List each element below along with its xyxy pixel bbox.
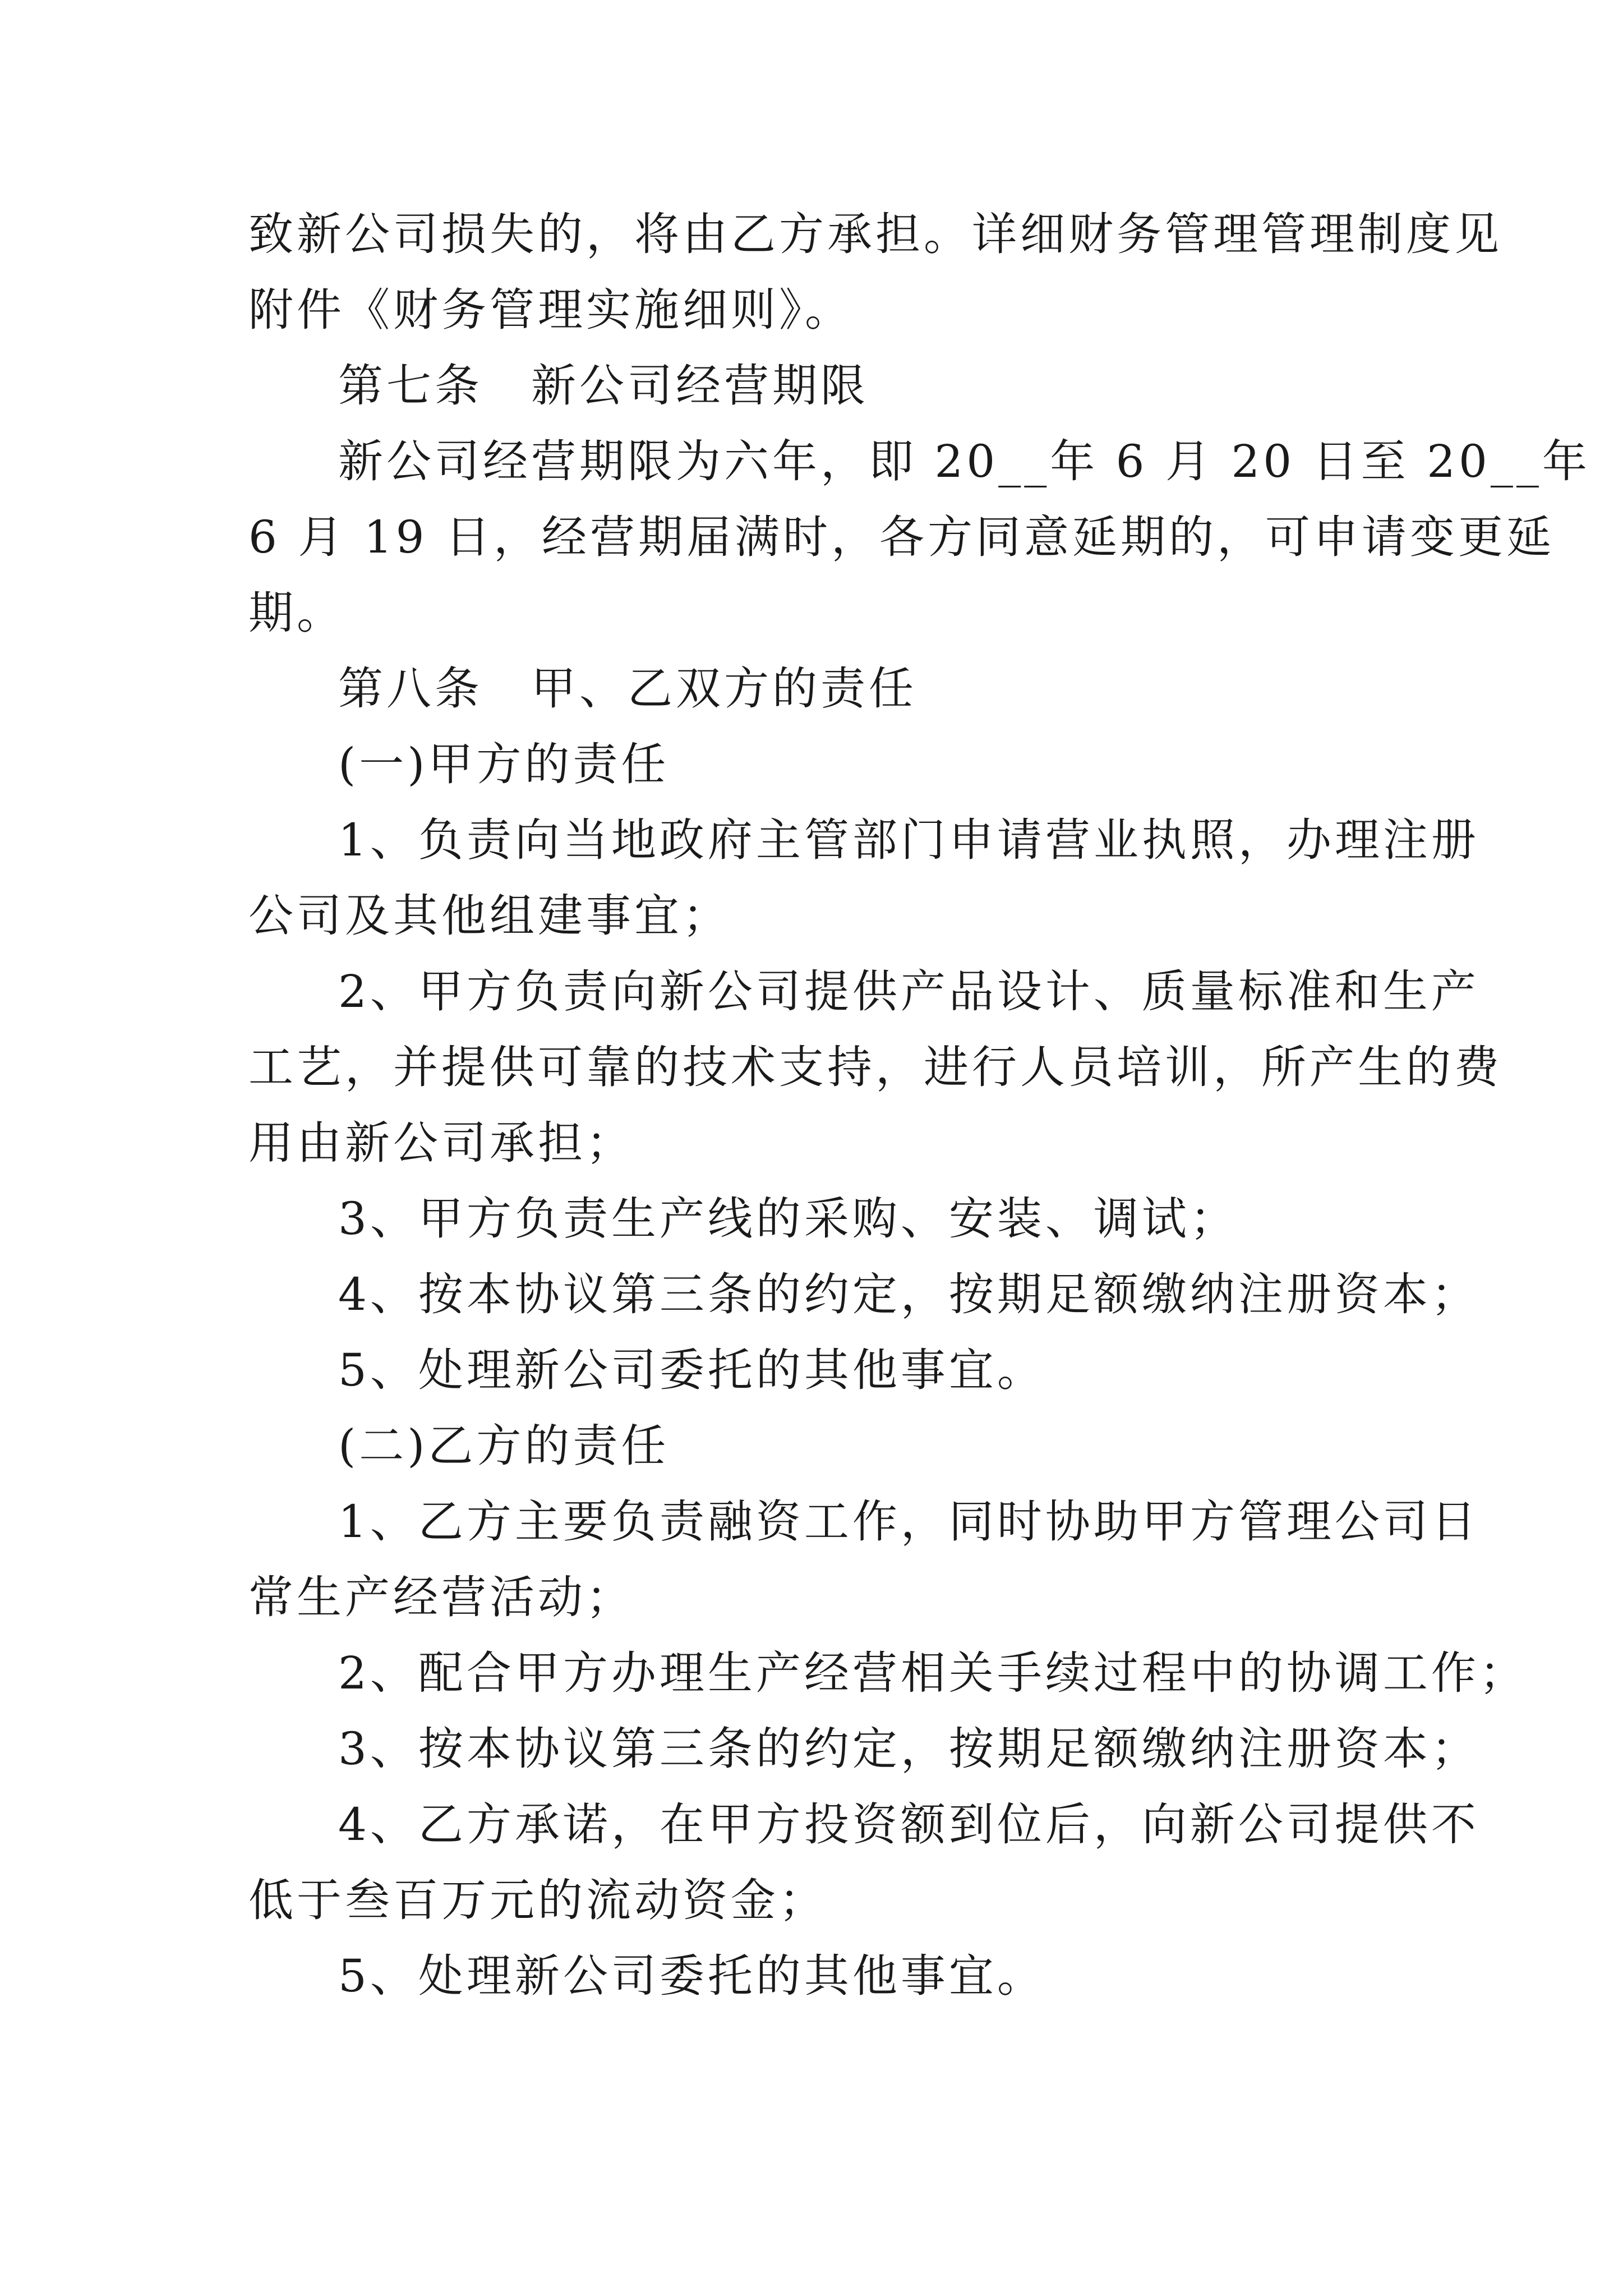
- document-body: [248, 196, 1590, 2014]
- text-line: 公司及其他组建事宜；: [248, 890, 731, 942]
- list-item: 5、处理新公司委托的其他事宜。: [338, 1950, 1045, 2002]
- text-line: 工艺，并提供可靠的技术支持，进行人员培训，所产生的费: [248, 1041, 1502, 1093]
- party-b-subheading: (二)乙方的责任: [338, 1420, 670, 1472]
- list-item: 4、按本协议第三条的约定，按期足额缴纳注册资本；: [338, 1268, 1479, 1320]
- text-line: 低于叁百万元的流动资金；: [248, 1874, 827, 1926]
- list-item: 5、处理新公司委托的其他事宜。: [338, 1344, 1045, 1396]
- list-item: 3、甲方负责生产线的采购、安装、调试；: [338, 1193, 1238, 1245]
- text-line: 致新公司损失的，将由乙方承担。详细财务管理管理制度见: [248, 208, 1502, 260]
- list-item: 3、按本协议第三条的约定，按期足额缴纳注册资本；: [338, 1723, 1479, 1775]
- text-line: 新公司经营期限为六年，即 20__年 6 月 20 日至 20__年: [338, 435, 1590, 487]
- list-item: 1、负责向当地政府主管部门申请营业执照，办理注册: [338, 814, 1479, 866]
- text-line: 期。: [248, 587, 345, 639]
- party-a-subheading: (一)甲方的责任: [338, 738, 670, 790]
- list-item: 2、配合甲方办理生产经营相关手续过程中的协调工作；: [338, 1647, 1528, 1699]
- article-7-heading: 第七条 新公司经营期限: [338, 360, 869, 412]
- list-item: 2、甲方负责向新公司提供产品设计、质量标准和生产: [338, 965, 1479, 1018]
- text-line: 6 月 19 日，经营期届满时，各方同意延期的，可申请变更延: [248, 511, 1555, 563]
- article-8-heading: 第八条 甲、乙双方的责任: [338, 662, 917, 715]
- text-line: 用由新公司承担；: [248, 1117, 634, 1169]
- text-line: 常生产经营活动；: [248, 1571, 634, 1623]
- list-item: 1、乙方主要负责融资工作，同时协助甲方管理公司日: [338, 1496, 1479, 1548]
- list-item: 4、乙方承诺，在甲方投资额到位后，向新公司提供不: [338, 1798, 1479, 1851]
- text-line: 附件《财务管理实施细则》。: [248, 284, 853, 336]
